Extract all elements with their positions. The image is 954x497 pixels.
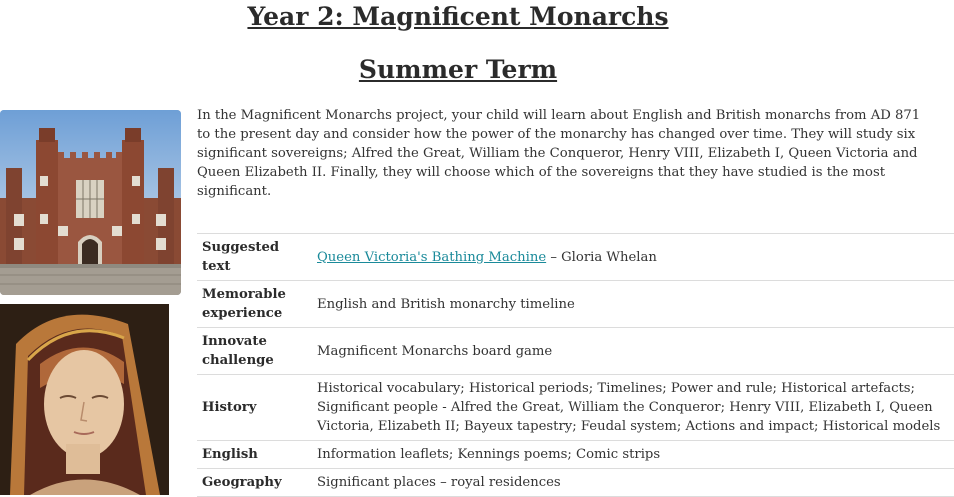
row-label: Memorable experience	[197, 281, 312, 328]
book-author: – Gloria Whelan	[546, 249, 657, 265]
row-label: English	[197, 441, 312, 469]
page-subtitle: Summer Term	[358, 55, 558, 84]
table-row	[197, 441, 954, 469]
row-label: History	[197, 375, 312, 441]
book-link[interactable]: Queen Victoria's Bathing Machine	[317, 249, 547, 265]
portrait-photo	[0, 304, 169, 495]
row-label: Innovate challenge	[197, 328, 312, 375]
table-row	[197, 469, 954, 497]
page-title: Year 2: Magnificent Monarchs	[247, 2, 669, 31]
table-row	[197, 375, 954, 441]
table-row	[197, 234, 954, 281]
row-value: Historical vocabulary; Historical periods; Timelines; Power and rule; Historical artefacts; Significant people - Alfred the Great, William the Conqueror; Henry VIII, Elizabeth I, Queen Victoria, Elizabeth II; Bayeux tapestry; Feudal system; Actions and impact; Historical models	[312, 375, 954, 441]
row-value: Magnificent Monarchs board game	[312, 328, 954, 375]
row-value	[312, 234, 954, 281]
table-row	[197, 328, 954, 375]
intro-paragraph: In the Magnificent Monarchs project, your child will learn about English and British monarchs from AD 871 to the present day and consider how the power of the monarchy has changed over time. They will study six significant sovereigns; Alfred the Great, William the Conqueror, Henry VIII, Elizabeth I, Queen Victoria and Queen Elizabeth II. Finally, they will choose which of the sovereigns that they have studied is the most significant.	[197, 108, 921, 199]
palace-illustration	[0, 110, 181, 295]
row-value: Significant places – royal residences	[312, 469, 954, 497]
project-info-table	[197, 233, 954, 497]
row-label: Geography	[197, 469, 312, 497]
palace-photo	[0, 110, 181, 295]
row-value: English and British monarchy timeline	[312, 281, 954, 328]
row-value: Information leaflets; Kennings poems; Comic strips	[312, 441, 954, 469]
table-row	[197, 281, 954, 328]
portrait-illustration	[0, 304, 169, 495]
row-label: Suggested text	[197, 234, 312, 281]
